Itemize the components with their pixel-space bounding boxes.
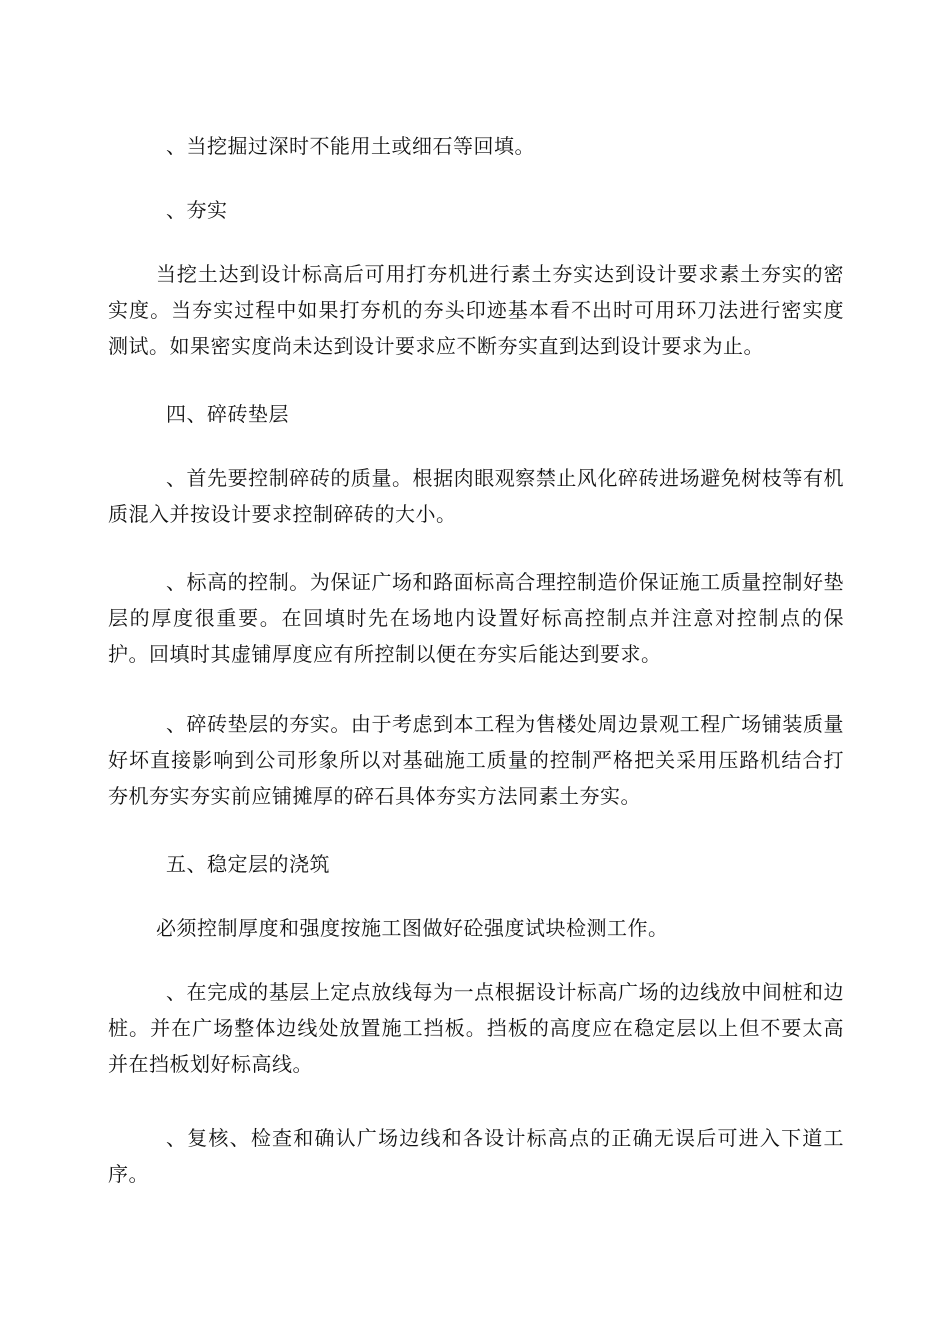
subheading-compaction: 、夯实 bbox=[166, 198, 228, 222]
section-heading-4: 四、碎砖垫层 bbox=[166, 402, 289, 426]
paragraph-stable-layer: 必须控制厚度和强度按施工图做好砼强度试块检测工作。 bbox=[156, 916, 669, 940]
item-brick-quality: 、首先要控制碎砖的质量。根据肉眼观察禁止风化碎砖进场避免树枝等有机质混入并按设计要求控制碎砖的大小。 bbox=[108, 466, 844, 526]
item-stake-out: 、在完成的基层上定点放线每为一点根据设计标高广场的边线放中间桩和边桩。并在广场整体边线处放置施工挡板。挡板的高度应在稳定层以上但不要太高并在挡板划好标高线。 bbox=[108, 980, 844, 1076]
item-no-backfill: 、当挖掘过深时不能用土或细石等回填。 bbox=[166, 134, 535, 158]
item-elevation-control: 、标高的控制。为保证广场和路面标高合理控制造价保证施工质量控制好垫层的厚度很重要。在回填时先在场地内设置好标高控制点并注意对控制点的保护。回填时其虚铺厚度应有所控制以便在夯实后能达到要求。 bbox=[108, 570, 844, 666]
item-brick-compaction: 、碎砖垫层的夯实。由于考虑到本工程为售楼处周边景观工程广场铺装质量好坏直接影响到公司形象所以对基础施工质量的控制严格把关采用压路机结合打夯机夯实夯实前应铺摊厚的碎石具体夯实方法同素土夯实。 bbox=[108, 712, 844, 808]
section-heading-5: 五、稳定层的浇筑 bbox=[166, 852, 330, 876]
paragraph-compaction: 当挖土达到设计标高后可用打夯机进行素土夯实达到设计要求素土夯实的密实度。当夯实过程中如果打夯机的夯头印迹基本看不出时可用环刀法进行密实度测试。如果密实度尚未达到设计要求应不断夯实直到达到设计要求为止。 bbox=[108, 262, 844, 358]
item-verify: 、复核、检查和确认广场边线和各设计标高点的正确无误后可进入下道工序。 bbox=[108, 1126, 844, 1186]
